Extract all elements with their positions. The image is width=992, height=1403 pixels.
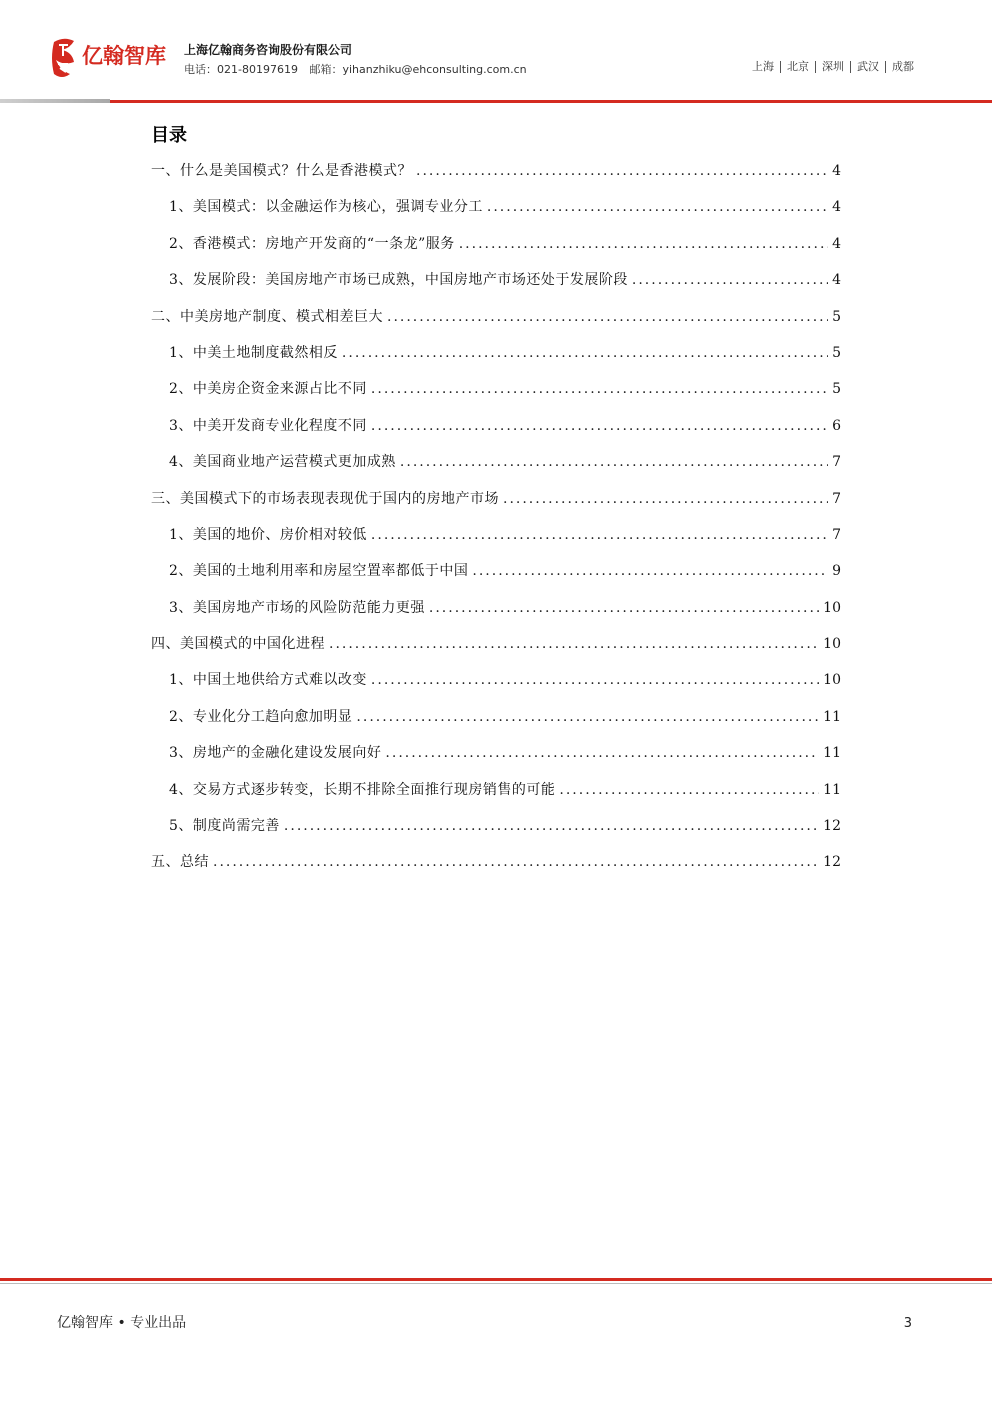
toc-entry[interactable] <box>151 706 841 742</box>
toc-entry-page: 4 <box>832 163 841 179</box>
toc-dot-leader <box>400 451 828 473</box>
toc-entry-title: 2、香港模式：房地产开发商的“一条龙”服务 <box>169 235 455 252</box>
toc-entry[interactable] <box>151 378 841 414</box>
toc-entry-page: 5 <box>832 381 841 398</box>
toc-entry[interactable] <box>151 269 841 305</box>
footer-divider-red <box>0 1278 992 1281</box>
toc-entry[interactable] <box>151 779 841 815</box>
toc-dot-leader <box>371 378 828 400</box>
toc-entry-page: 7 <box>832 490 841 507</box>
toc-dot-leader <box>559 779 819 801</box>
toc-entry-title: 五、总结 <box>151 854 209 871</box>
toc-entry[interactable] <box>151 633 841 669</box>
toc-entry[interactable] <box>151 451 841 487</box>
email-text: 邮箱：yihanzhiku@ehconsulting.com.cn <box>309 63 527 76</box>
toc-entry-page: 7 <box>832 454 841 471</box>
toc-entry[interactable] <box>151 488 841 524</box>
toc-dot-leader <box>429 597 819 619</box>
toc-entry-page: 4 <box>832 235 841 252</box>
toc-entry-title: 2、专业化分工趋向愈加明显 <box>169 708 353 725</box>
toc-entry[interactable] <box>151 560 841 596</box>
toc-dot-leader <box>284 815 819 837</box>
toc-entry-page: 10 <box>823 599 841 616</box>
toc-entry-page: 10 <box>823 672 841 689</box>
toc-entry-page: 5 <box>832 344 841 361</box>
header-divider-red <box>110 100 992 103</box>
toc-dot-leader <box>632 269 828 291</box>
city-item: 深圳 <box>815 61 850 73</box>
city-item: 武汉 <box>850 61 885 73</box>
toc-entry[interactable] <box>151 306 841 342</box>
city-item: 成都 <box>885 61 914 73</box>
toc-entry-page: 12 <box>823 854 841 871</box>
toc-dot-leader <box>371 524 828 546</box>
toc-dot-leader <box>371 669 819 691</box>
toc-entry-page: 11 <box>823 708 841 725</box>
toc-entry[interactable] <box>151 160 841 196</box>
logo-text: 亿翰智库 <box>82 44 166 68</box>
toc-entry-page: 9 <box>832 563 841 580</box>
toc-dot-leader <box>371 415 828 437</box>
toc-entry[interactable] <box>151 196 841 232</box>
toc-dot-leader <box>503 488 828 510</box>
toc-title: 目录 <box>151 125 187 146</box>
toc-entry-page: 12 <box>823 818 841 835</box>
toc-dot-leader <box>487 196 828 218</box>
footer-brand: 亿翰智库 • 专业出品 <box>57 1315 187 1331</box>
toc-entry-title: 4、交易方式逐步转变，长期不排除全面推行现房销售的可能 <box>169 781 556 798</box>
toc-dot-leader <box>416 160 828 182</box>
toc-entry-page: 11 <box>823 781 841 798</box>
toc-dot-leader <box>472 560 828 582</box>
toc-entry-title: 4、美国商业地产运营模式更加成熟 <box>169 454 396 471</box>
toc-entry-title: 四、美国模式的中国化进程 <box>151 636 325 653</box>
toc-entry-title: 1、美国模式：以金融运作为核心，强调专业分工 <box>169 199 483 216</box>
page-number: 3 <box>903 1316 912 1331</box>
toc-entry-title: 1、中美土地制度截然相反 <box>169 344 338 361</box>
toc-entry-page: 4 <box>832 272 841 289</box>
toc-entry-page: 6 <box>832 417 841 434</box>
footer-divider-grey <box>0 1283 992 1284</box>
city-list <box>746 61 914 73</box>
toc-dot-leader <box>213 851 819 873</box>
phone-text: 电话：021-80197619 <box>184 63 298 76</box>
toc-entry-title: 一、什么是美国模式？什么是香港模式？ <box>151 163 412 179</box>
toc-dot-leader <box>459 233 828 255</box>
toc-entry[interactable] <box>151 233 841 269</box>
toc-entry-title: 3、发展阶段：美国房地产市场已成熟，中国房地产市场还处于发展阶段 <box>169 272 628 289</box>
toc-entry[interactable] <box>151 597 841 633</box>
toc-dot-leader <box>387 306 828 328</box>
table-of-contents <box>151 160 841 888</box>
toc-entry-title: 3、美国房地产市场的风险防范能力更强 <box>169 599 425 616</box>
toc-entry-page: 10 <box>823 636 841 653</box>
toc-entry-page: 5 <box>832 308 841 325</box>
toc-dot-leader <box>385 742 819 764</box>
toc-entry-page: 11 <box>823 745 841 762</box>
toc-entry-title: 1、美国的地价、房价相对较低 <box>169 526 367 543</box>
contact-info <box>184 61 535 77</box>
toc-entry-title: 2、美国的土地利用率和房屋空置率都低于中国 <box>169 563 469 580</box>
toc-entry[interactable] <box>151 524 841 560</box>
toc-entry-title: 1、中国土地供给方式难以改变 <box>169 672 367 689</box>
toc-entry-page: 7 <box>832 526 841 543</box>
city-item: 上海 <box>752 60 774 73</box>
city-item: 北京 <box>780 61 815 73</box>
toc-entry-title: 二、中美房地产制度、模式相差巨大 <box>151 308 383 325</box>
toc-dot-leader <box>329 633 819 655</box>
toc-entry[interactable] <box>151 742 841 778</box>
toc-entry-title: 5、制度尚需完善 <box>169 818 280 835</box>
toc-entry[interactable] <box>151 415 841 451</box>
toc-entry-page: 4 <box>832 199 841 216</box>
toc-entry-title: 2、中美房企资金来源占比不同 <box>169 381 367 398</box>
toc-entry-title: 3、房地产的金融化建设发展向好 <box>169 745 382 762</box>
toc-dot-leader <box>356 706 819 728</box>
toc-entry[interactable] <box>151 669 841 705</box>
toc-entry-title: 3、中美开发商专业化程度不同 <box>169 417 367 434</box>
toc-entry-title: 三、美国模式下的市场表现表现优于国内的房地产市场 <box>151 490 499 507</box>
toc-entry[interactable] <box>151 851 841 887</box>
header-divider-grey <box>0 99 110 103</box>
toc-dot-leader <box>342 342 828 364</box>
yihan-seal-logo-icon <box>50 36 78 80</box>
company-name: 上海亿翰商务咨询股份有限公司 <box>184 43 353 57</box>
toc-entry[interactable] <box>151 342 841 378</box>
toc-entry[interactable] <box>151 815 841 851</box>
